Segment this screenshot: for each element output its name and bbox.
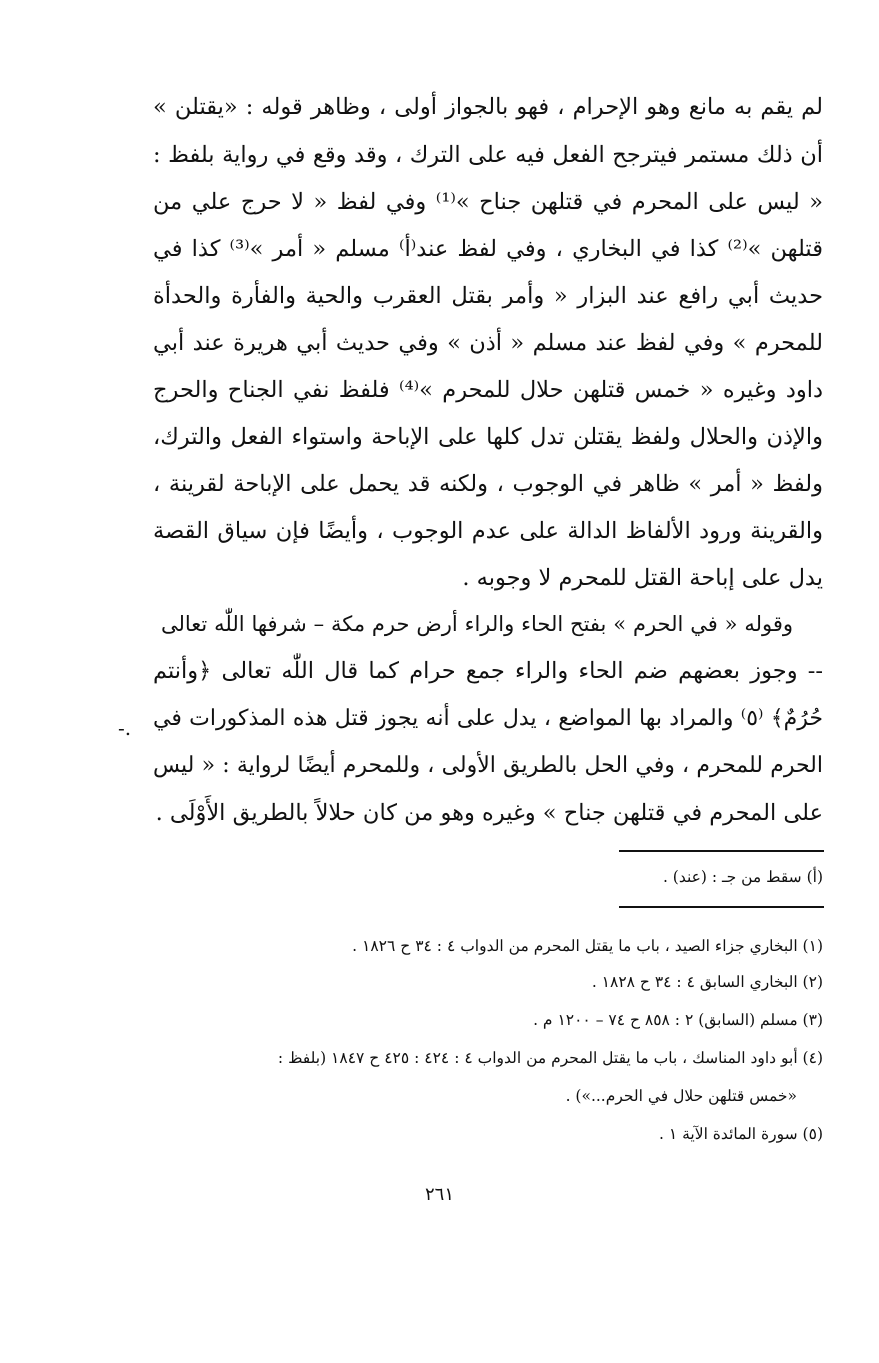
body-line: لم يقم به مانع وهو الإحرام ، فهو بالجواز أولى ، وظاهر قوله : «يقتلن » xyxy=(153,94,823,120)
body-line: حُرُمٌ﴾ ⁽٥⁾ والمراد بها المواضع ، يدل على أنه يجوز قتل هذه المذكورات في xyxy=(153,706,823,731)
body-line: وقوله « في الحرم » بفتح الحاء والراء أرض حرم مكة – شرفها اللّٰه تعالى xyxy=(161,612,793,636)
body-line: حديث أبي رافع عند البزار « وأمر بقتل العقرب والحية والفأرة والحدأة xyxy=(153,283,823,309)
footnote: (١) البخاري جزاء الصيد ، باب ما يقتل المحرم من الدواب ٤ : ٣٤ ح ١٨٢٦ . xyxy=(352,937,823,955)
footnote: (٥) سورة المائدة الآية ١ . xyxy=(659,1125,823,1143)
body-line: ولفظ « أمر » ظاهر في الوجوب ، ولكنه قد يحمل على الإباحة لقرينة ، xyxy=(153,471,823,497)
body-line: للمحرم » وفي لفظ عند مسلم « أذن » وفي حديث أبي هريرة عند أبي xyxy=(153,330,823,356)
body-line: يدل على إباحة القتل للمحرم لا وجوبه . xyxy=(462,565,823,591)
body-line: والقرينة ورود الألفاظ الدالة على عدم الوجوب ، وأيضًا فإن سياق القصة xyxy=(153,518,823,544)
body-line: -- وجوز بعضهم ضم الحاء والراء جمع حرام كما قال اللّٰه تعالى ﴿وأنتم xyxy=(153,658,823,684)
body-line: الحرم للمحرم ، وفي الحل بالطريق الأولى ، وللمحرم أيضًا لرواية : « ليس xyxy=(153,753,823,778)
footnote: (٣) مسلم (السابق) ٢ : ٨٥٨ ح ٧٤ – ١٢٠٠ م . xyxy=(533,1011,823,1029)
variant-note: (أ) سقط من جـ : (عند) . xyxy=(662,868,823,886)
body-line: « ليس على المحرم في قتلهن جناح »⁽¹⁾ وفي لفظ « لا حرج علي من xyxy=(153,189,823,215)
separator-rule xyxy=(619,906,824,908)
body-line: والإذن والحلال ولفظ يقتلن تدل كلها على الإباحة واستواء الفعل والترك، xyxy=(153,424,823,450)
separator-rule xyxy=(619,850,824,852)
margin-mark: -. xyxy=(118,716,132,740)
body-line: قتلهن »⁽²⁾ كذا في البخاري ، وفي لفظ عند⁽أ⁾ مسلم « أمر »⁽³⁾ كذا في xyxy=(153,236,823,262)
footnote-continuation: «خمس قتلهن حلال في الحرم...») . xyxy=(565,1087,797,1105)
footnote: (٢) البخاري السابق ٤ : ٣٤ ح ١٨٢٨ . xyxy=(591,973,823,991)
body-line: على المحرم في قتلهن جناح » وغيره وهو من كان حلالاً بالطريق الأَوْلَى . xyxy=(155,800,823,826)
body-line: داود وغيره « خمس قتلهن حلال للمحرم »⁽⁴⁾ فلفظ نفي الجناح والحرج xyxy=(153,377,823,403)
footnote: (٤) أبو داود المناسك ، باب ما يقتل المحرم من الدواب ٤ : ٤٢٤ : ٤٢٥ ح ١٨٤٧ (بلفظ : xyxy=(277,1049,823,1067)
body-line: أن ذلك مستمر فيترجح الفعل فيه على الترك ، وقد وقع في رواية بلفظ : xyxy=(153,142,823,168)
page-number: ٢٦١ xyxy=(424,1184,454,1205)
